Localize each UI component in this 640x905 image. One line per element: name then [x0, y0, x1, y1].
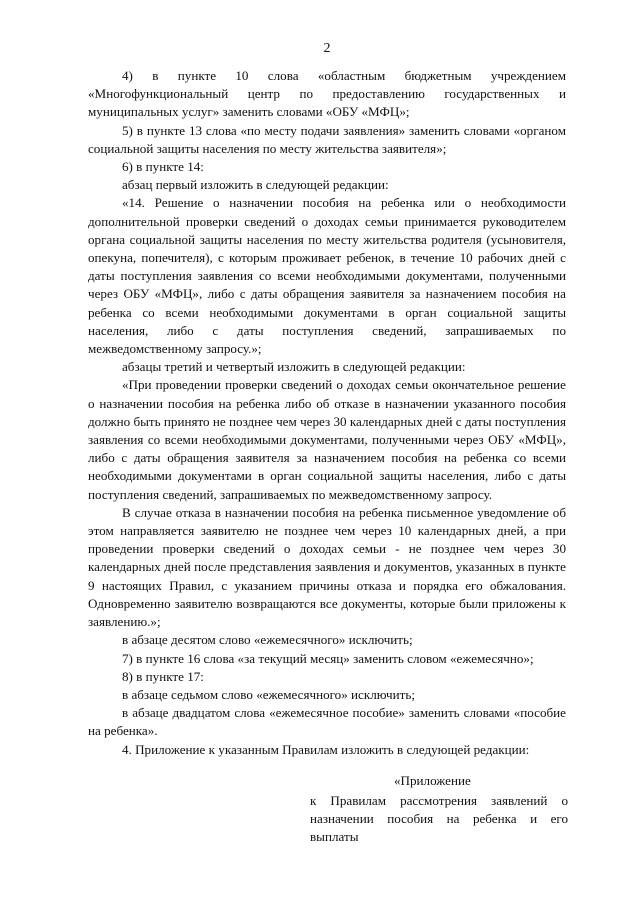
paragraph-item-5: 5) в пункте 13 слова «по месту подачи заявления» заменить словами «органом социальной защиты населения по месту жительства заявителя»; — [88, 122, 566, 156]
paragraph-abzac-tenth: в абзаце десятом слово «ежемесячного» исключить; — [122, 632, 413, 648]
paragraph-abzac-seventh: в абзаце седьмом слово «ежемесячного» исключить; — [122, 686, 415, 702]
paragraph-item-8: 8) в пункте 17: — [122, 668, 204, 684]
document-page — [88, 40, 566, 847]
appendix-block — [310, 772, 568, 847]
page-number: 2 — [323, 41, 331, 56]
paragraph-abzac-twentieth: в абзаце двадцатом слова «ежемесячное пособие» заменить словами «пособие на ребенка». — [88, 705, 566, 739]
paragraph-section-4: 4. Приложение к указанным Правилам изложить в следующей редакции: — [122, 741, 530, 757]
paragraph-abzac-first: абзац первый изложить в следующей редакции: — [122, 177, 389, 193]
paragraph-refusal: В случае отказа в назначении пособия на ребенка письменное уведомление об этом направляется заявителю не позднее чем через 10 календарных дней, а при проведении проверки сведений о доходах семьи - не позднее чем через 30 календарных дней после представления заявления и документов, указанных в пункте 9 настоящих Правил, с указанием причины отказа и порядка его обжалования. Одновременно заявителю возвращаются все документы, которые были приложены к заявлению.»; — [88, 504, 566, 630]
paragraph-clause-14: «14. Решение о назначении пособия на ребенка или о необходимости дополнительной проверки сведений о доходах семьи принимается руководителем органа социальной защиты населения по месту жительства родителя (усыновителя, опекуна, попечителя), с которым проживает ребенок, в течение 10 рабочих дней с даты поступления заявления со всеми необходимыми документами, полученными через ОБУ «МФЦ», либо с даты обращения заявителя за назначением пособия на ребенка со всеми необходимыми документами в орган социальной защиты населения, либо с даты поступления сведений, запрашиваемых по межведомственному запросу.»; — [88, 195, 566, 357]
paragraph-income-check: «При проведении проверки сведений о доходах семьи окончательное решение о назначении пособия на ребенка либо об отказе в назначении указанного пособия должно быть принято не позднее чем через 30 календарных дней с даты поступления заявления со всеми необходимыми документами, полученными через ОБУ «МФЦ», либо с даты обращения заявителя за назначением пособия на ребенка со всеми необходимыми документами в орган социальной защиты населения, либо с даты поступления сведений, запрашиваемых по межведомственному запросу. — [88, 377, 566, 502]
paragraph-item-7: 7) в пункте 16 слова «за текущий месяц» заменить словом «ежемесячно»; — [122, 650, 534, 666]
appendix-heading: «Приложение — [394, 772, 471, 788]
paragraph-item-4: 4) в пункте 10 слова «областным бюджетным учреждением «Многофункциональный центр по предоставлению государственных и муниципальных услуг» заменить словами «ОБУ «МФЦ»; — [88, 68, 566, 120]
appendix-text: к Правилам рассмотрения заявлений о назначении пособия на ребенка и его выплаты — [310, 792, 568, 845]
paragraph-abzacy-third-fourth: абзацы третий и четвертый изложить в следующей редакции: — [122, 359, 466, 375]
paragraph-item-6: 6) в пункте 14: — [122, 159, 204, 175]
